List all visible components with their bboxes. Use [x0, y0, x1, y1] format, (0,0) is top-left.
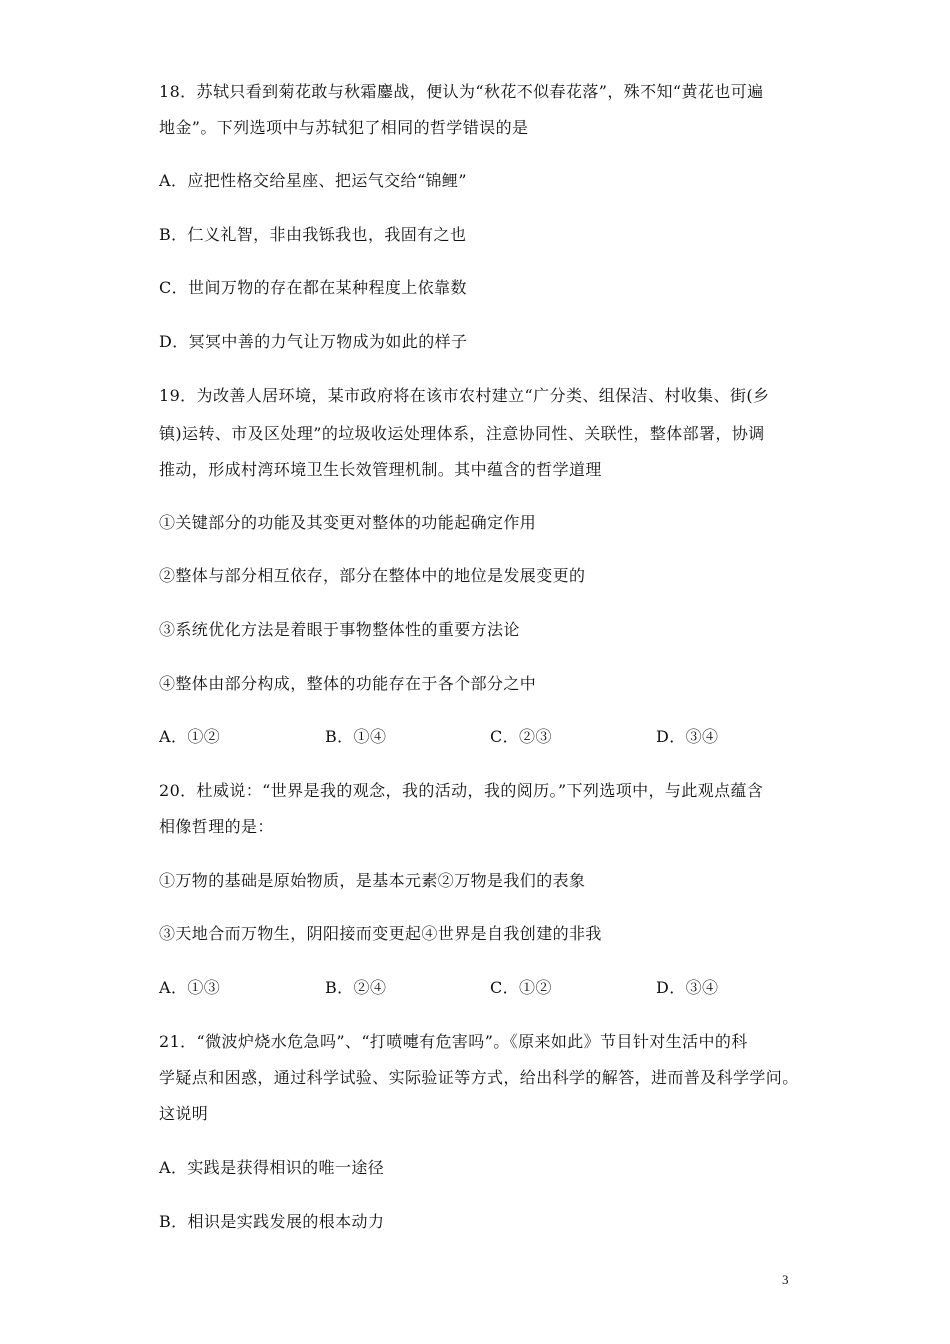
q19-statement-4: ④整体由部分构成，整体的功能存在于各个部分之中 — [159, 674, 537, 693]
q18-option-b: B．仁义礼智，非由我铄我也，我固有之也 — [159, 225, 467, 244]
q19-choice-d: D．③④ — [656, 727, 719, 746]
q20-stem-line-2: 相像哲理的是： — [159, 817, 274, 836]
q18-stem-line-1: 18．苏轼只看到菊花敢与秋霜鏖战，便认为“秋花不似春花落”，殊不知“黄花也可遍 — [159, 82, 764, 101]
page-number: 3 — [782, 1272, 789, 1287]
q20-choice-b: B．②④ — [325, 978, 387, 997]
q20-choice-a: A．①③ — [159, 978, 221, 997]
q21-option-a: A．实践是获得相识的唯一途径 — [159, 1158, 385, 1177]
q19-choice-b: B．①④ — [325, 727, 387, 746]
q20-stem-line-1: 20．杜威说：“世界是我的观念，我的活动，我的阅历。”下列选项中，与此观点蕴含 — [159, 781, 764, 800]
q19-stem-line-2: 镇)运转、市及区处理”的垃圾收运处理体系，注意协同性、关联性，整体部署，协调 — [159, 424, 765, 443]
q20-statement-2: ③天地合而万物生，阴阳接而变更起④世界是自我创建的非我 — [159, 924, 602, 943]
q20-statement-1: ①万物的基础是原始物质，是基本元素②万物是我们的表象 — [159, 871, 586, 890]
q18-option-a: A．应把性格交给星座、把运气交给“锦鲤” — [159, 171, 467, 190]
q20-choice-d: D．③④ — [656, 978, 719, 997]
q21-option-b: B．相识是实践发展的根本动力 — [159, 1212, 385, 1231]
q19-statement-2: ②整体与部分相互依存，部分在整体中的地位是发展变更的 — [159, 566, 586, 585]
q18-option-c: C．世间万物的存在都在某种程度上依靠数 — [159, 278, 467, 297]
q21-stem-line-1: 21．“微波炉烧水危急吗”、“打喷嚏有危害吗”。《原来如此》节目针对生活中的科 — [159, 1032, 748, 1051]
q18-option-d: D．冥冥中善的力气让万物成为如此的样子 — [159, 332, 468, 351]
q19-stem-line-1: 19．为改善人居环境，某市政府将在该市农村建立“广分类、组保洁、村收集、街(乡 — [159, 386, 770, 405]
q19-statement-1: ①关键部分的功能及其变更对整体的功能起确定作用 — [159, 513, 537, 532]
q20-choice-c: C．①② — [490, 978, 552, 997]
q19-stem-line-3: 推动，形成村湾环境卫生长效管理机制。其中蕴含的哲学道理 — [159, 460, 602, 479]
q19-choice-c: C．②③ — [490, 727, 552, 746]
q18-stem-line-2: 地金”。下列选项中与苏轼犯了相同的哲学错误的是 — [159, 118, 529, 137]
q21-stem-line-2: 学疑点和困惑，通过科学试验、实际验证等方式，给出科学的解答，进而普及科学学问。 — [159, 1068, 799, 1087]
q21-stem-line-3: 这说明 — [159, 1104, 209, 1123]
q19-statement-3: ③系统优化方法是着眼于事物整体性的重要方法论 — [159, 620, 520, 639]
q19-choice-a: A．①② — [159, 727, 221, 746]
